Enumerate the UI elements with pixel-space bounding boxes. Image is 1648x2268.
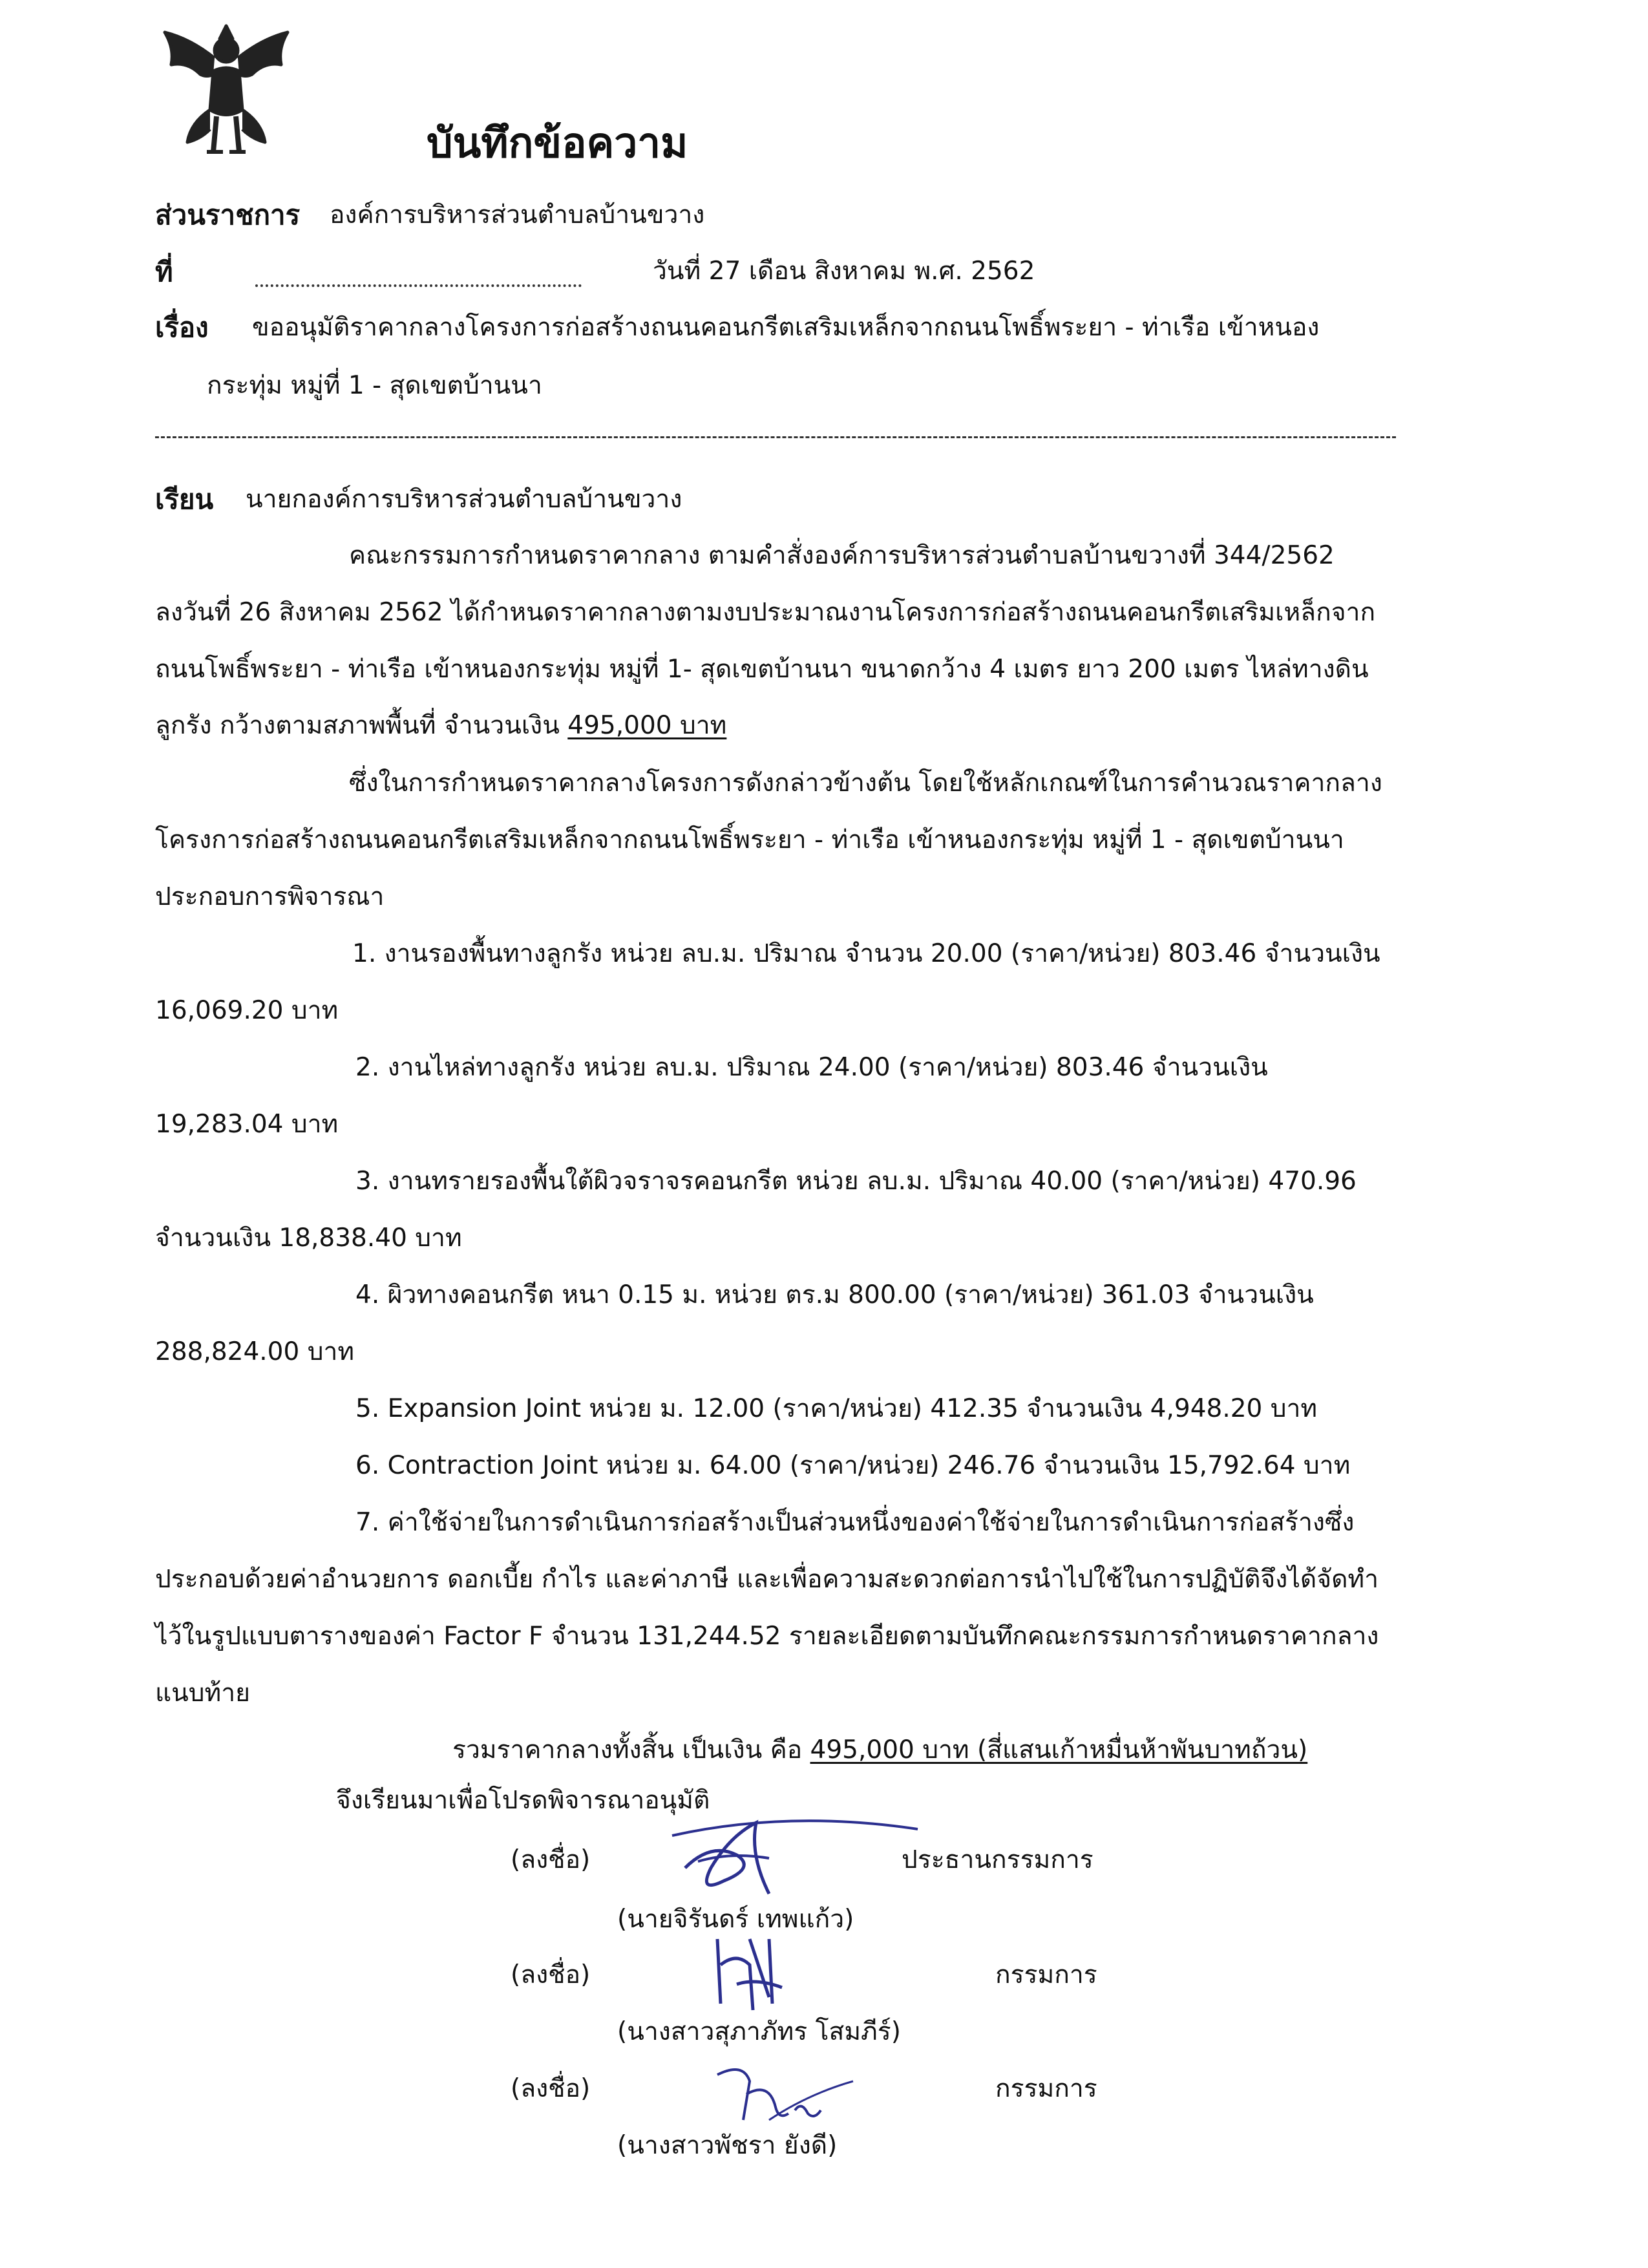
memo-date: วันที่ 27 เดือน สิงหาคม พ.ศ. 2562 xyxy=(653,257,1035,286)
item-7-line-2: ประกอบด้วยค่าอำนวยการ ดอกเบี้ย กำไร และค่าภาษี และเพื่อความสะดวกต่อการนำไปใช้ในการปฏิบัติจึงได้จัดทำ xyxy=(155,1565,1379,1594)
number-label: ที่ xyxy=(155,256,173,288)
page-title: บันทึกข้อความ xyxy=(427,120,688,167)
item-2-line-2: 19,283.04 บาท xyxy=(155,1110,339,1139)
item-3-line-1: 3. งานทรายรองพื้นใต้ผิวจราจรคอนกรีต หน่วย ลบ.ม. ปริมาณ 40.00 (ราคา/หน่วย) 470.96 xyxy=(355,1167,1357,1196)
item-5: 5. Expansion Joint หน่วย ม. 12.00 (ราคา/หน่วย) 412.35 จำนวนเงิน 4,948.20 บาท xyxy=(355,1394,1318,1423)
subject-line-1: ขออนุมัติราคากลางโครงการก่อสร้างถนนคอนกรีตเสริมเหล็กจากถนนโพธิ์พระยา - ท่าเรือ เข้าหนอง xyxy=(252,313,1320,342)
paragraph-1-line-4 xyxy=(155,713,726,738)
subject-label: เรื่อง xyxy=(155,312,209,343)
sign-name-2: (นางสาวสุภาภัทร โสมภีร์) xyxy=(617,2017,901,2046)
paragraph-1-line-2: ลงวันที่ 26 สิงหาคม 2562 ได้กำหนดราคากลางตามงบประมาณงานโครงการก่อสร้างถนนคอนกรีตเสริมเหล็กจาก xyxy=(155,598,1376,627)
item-1-line-1: 1. งานรองพื้นทางลูกรัง หน่วย ลบ.ม. ปริมาณ จำนวน 20.00 (ราคา/หน่วย) 803.46 จำนวนเงิน xyxy=(352,939,1380,968)
sign-name-1: (นายจิรันดร์ เทพแก้ว) xyxy=(617,1905,854,1934)
sign-label-1: (ลงชื่อ) xyxy=(511,1845,591,1874)
total-value: 495,000 บาท (สี่แสนเก้าหมื่นห้าพันบาทถ้วน) xyxy=(810,1735,1308,1765)
agency-label: ส่วนราชการ xyxy=(155,199,301,231)
number-dotted-line xyxy=(255,284,582,287)
item-7-line-4: แนบท้าย xyxy=(155,1679,251,1708)
to-label: เรียน xyxy=(155,483,214,515)
total-prefix: รวมราคากลางทั้งสิ้น เป็นเงิน คือ xyxy=(452,1735,810,1765)
sign-role-3: กรรมการ xyxy=(995,2074,1097,2103)
item-3-line-2: จำนวนเงิน 18,838.40 บาท xyxy=(155,1224,462,1253)
handwritten-signature-2 xyxy=(698,1926,801,2023)
sign-name-3: (นางสาวพัชรา ยังดี) xyxy=(617,2131,838,2160)
to-value: นายกองค์การบริหารส่วนตำบลบ้านขวาง xyxy=(246,485,682,514)
item-4-line-2: 288,824.00 บาท xyxy=(155,1337,355,1366)
item-6: 6. Contraction Joint หน่วย ม. 64.00 (ราคา/หน่วย) 246.76 จำนวนเงิน 15,792.64 บาท xyxy=(355,1451,1351,1480)
budget-amount: 495,000 บาท xyxy=(567,711,727,740)
agency-value: องค์การบริหารส่วนตำบลบ้านขวาง xyxy=(330,200,705,229)
item-2-line-1: 2. งานไหล่ทางลูกรัง หน่วย ลบ.ม. ปริมาณ 24.00 (ราคา/หน่วย) 803.46 จำนวนเงิน xyxy=(355,1053,1268,1082)
sign-role-1: ประธานกรรมการ xyxy=(902,1845,1093,1874)
paragraph-1-line-1: คณะกรรมการกำหนดราคากลาง ตามคำสั่งองค์การบริหารส่วนตำบลบ้านขวางที่ 344/2562 xyxy=(349,541,1335,570)
separator-dashed-line xyxy=(155,436,1396,438)
total-line xyxy=(452,1737,1307,1763)
subject-line-2: กระทุ่ม หมู่ที่ 1 - สุดเขตบ้านนา xyxy=(207,371,542,400)
paragraph-2-line-3: ประกอบการพิจารณา xyxy=(155,882,385,911)
item-7-line-3: ไว้ในรูปแบบตารางของค่า Factor F จำนวน 131,244.52 รายละเอียดตามบันทึกคณะกรรมการกำหนดราคากลาง xyxy=(155,1622,1379,1651)
garuda-emblem-icon xyxy=(152,13,301,166)
sign-label-3: (ลงชื่อ) xyxy=(511,2074,591,2103)
sign-role-2: กรรมการ xyxy=(995,1960,1097,1989)
item-7-line-1: 7. ค่าใช้จ่ายในการดำเนินการก่อสร้างเป็นส่วนหนึ่งของค่าใช้จ่ายในการดำเนินการก่อสร้างซึ่ง xyxy=(355,1508,1355,1537)
paragraph-1-line-3: ถนนโพธิ์พระยา - ท่าเรือ เข้าหนองกระทุ่ม หมู่ที่ 1- สุดเขตบ้านนา ขนาดกว้าง 4 เมตร ยาว 200 เมตร ไหล่ทางดิน xyxy=(155,655,1369,684)
sign-label-2: (ลงชื่อ) xyxy=(511,1960,591,1989)
handwritten-signature-3 xyxy=(704,2049,860,2133)
item-4-line-1: 4. ผิวทางคอนกรีต หนา 0.15 ม. หน่วย ตร.ม 800.00 (ราคา/หน่วย) 361.03 จำนวนเงิน xyxy=(355,1280,1314,1309)
item-1-line-2: 16,069.20 บาท xyxy=(155,996,339,1025)
paragraph-2-line-2: โครงการก่อสร้างถนนคอนกรีตเสริมเหล็กจากถนนโพธิ์พระยา - ท่าเรือ เข้าหนองกระทุ่ม หมู่ที่ 1 - สุดเขตบ้านนา xyxy=(155,825,1344,854)
paragraph-1-line-4-text: ลูกรัง กว้างตามสภาพพื้นที่ จำนวนเงิน xyxy=(155,711,568,740)
paragraph-2-line-1: ซึ่งในการกำหนดราคากลางโครงการดังกล่าวข้างต้น โดยใช้หลักเกณฑ์ในการคำนวณราคากลาง xyxy=(349,768,1382,798)
closing-text: จึงเรียนมาเพื่อโปรดพิจารณาอนุมัติ xyxy=(336,1786,710,1815)
handwritten-signature-1 xyxy=(659,1797,931,1913)
